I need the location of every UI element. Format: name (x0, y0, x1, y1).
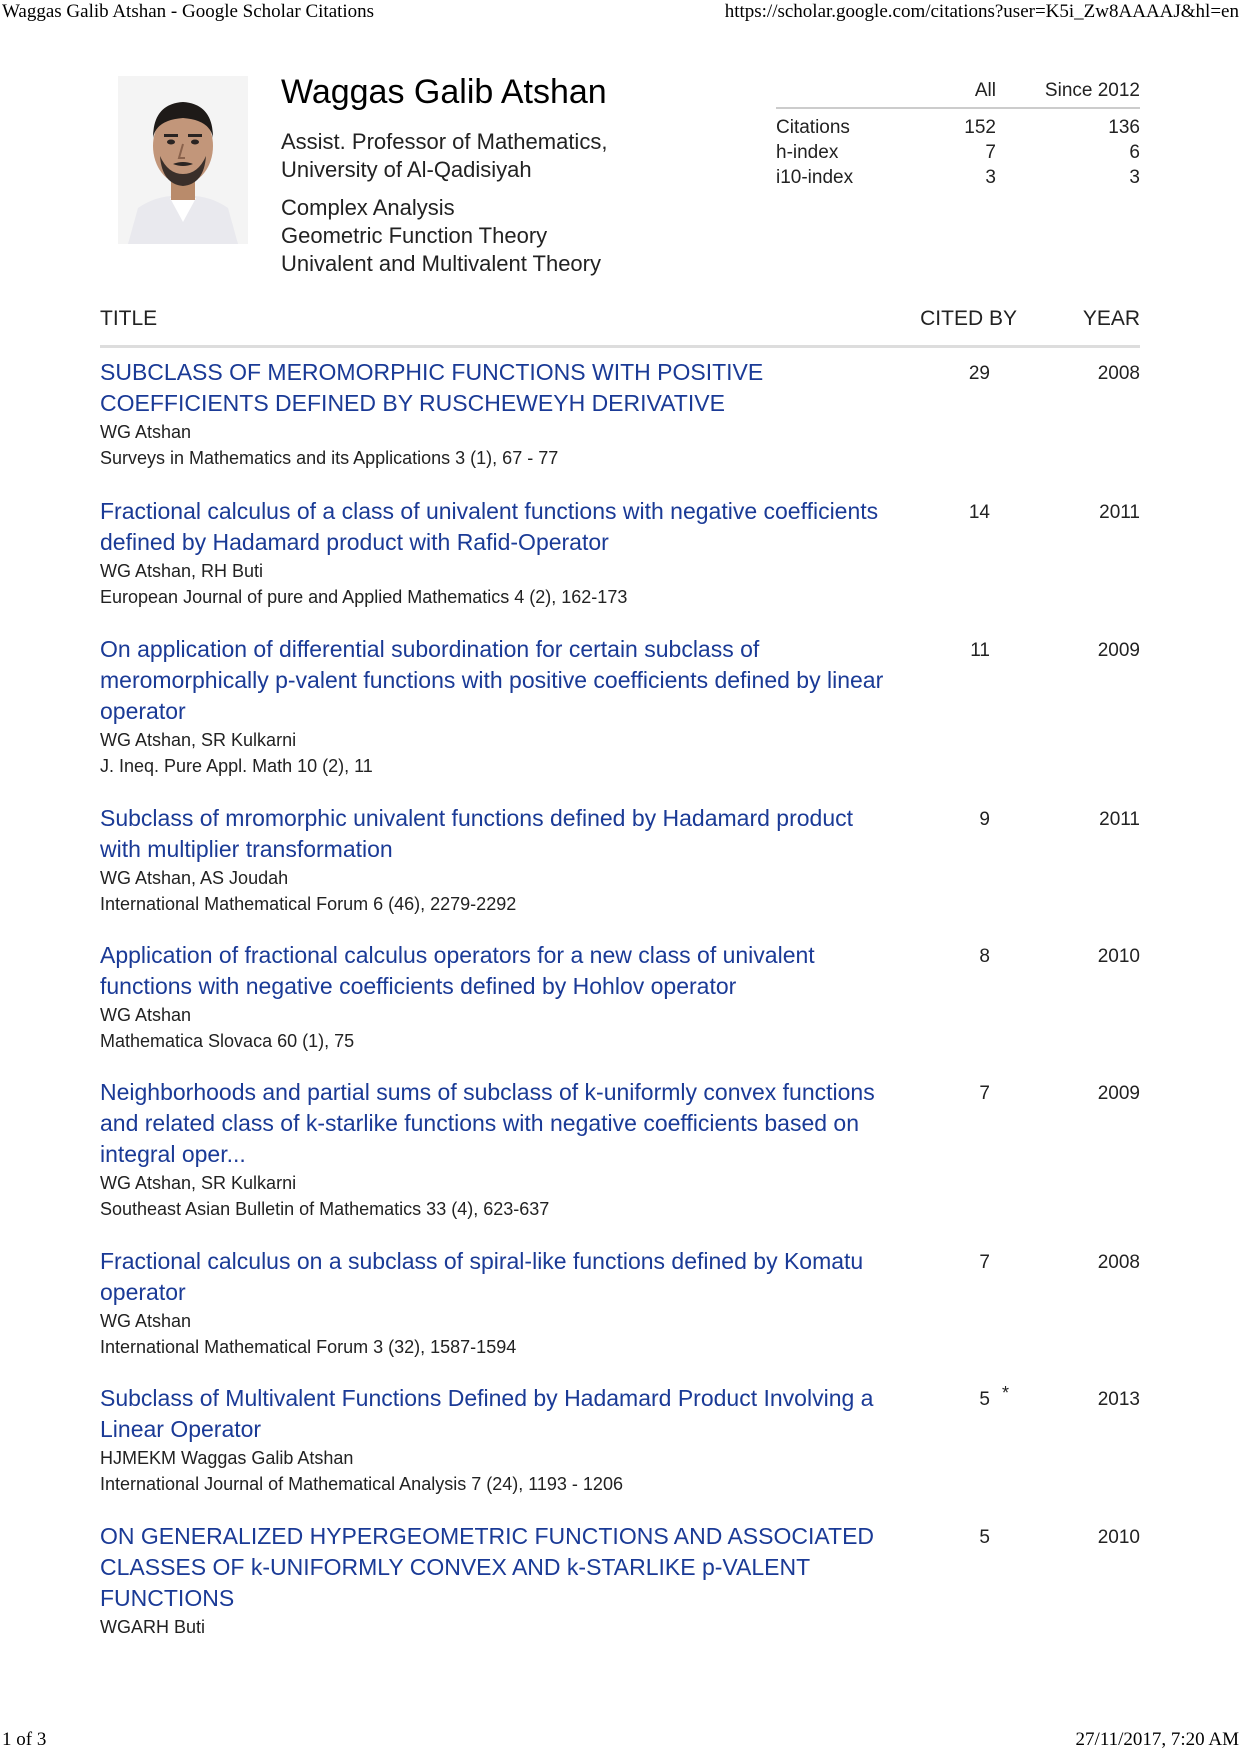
article-venue: European Journal of pure and Applied Mathematics 4 (2), 162-173 (100, 587, 628, 607)
metrics-table (776, 80, 1140, 190)
merged-citations-star[interactable]: * (1001, 1383, 1009, 1403)
article-authors: HJMEKM Waggas Galib Atshan (100, 1448, 354, 1468)
article-title-link[interactable]: Application of fractional calculus operators for a new class of univalent functions with negative coefficients defined by Hohlov operator (100, 942, 815, 999)
article-venue: International Mathematical Forum 6 (46), 2279-2292 (100, 894, 517, 914)
article-row (100, 1068, 1140, 1237)
cited-by-count[interactable]: 29 (968, 363, 990, 384)
article-authors: WG Atshan, AS Joudah (100, 868, 289, 888)
article-row (100, 1512, 1140, 1651)
metric-since: 136 (1108, 117, 1140, 138)
profile-info (281, 72, 761, 278)
metrics-corner (776, 80, 896, 108)
articles-header (100, 303, 1140, 348)
article-authors: WG Atshan, RH Buti (100, 561, 264, 581)
article-year: 2010 (1097, 946, 1140, 967)
article-title-link[interactable]: Neighborhoods and partial sums of subclass of k-uniformly convex functions and related class of k-starlike functions with negative coefficients based on integral oper... (100, 1079, 875, 1167)
article-title-link[interactable]: ON GENERALIZED HYPERGEOMETRIC FUNCTIONS AND ASSOCIATED CLASSES OF k-UNIFORMLY CONVEX AND k-STARLIKE p-VALENT FUNCTIONS (100, 1523, 875, 1611)
cited-by-count[interactable]: 7 (979, 1252, 990, 1273)
article-venue: Southeast Asian Bulletin of Mathematics 33 (4), 623-637 (100, 1199, 550, 1219)
cited-by-count[interactable]: 8 (979, 946, 990, 967)
profile-affiliation: Assist. Professor of Mathematics, University of Al-Qadisiyah (281, 129, 608, 182)
column-header-title[interactable]: TITLE (100, 307, 158, 330)
profile-section (100, 72, 1140, 282)
article-row (100, 1374, 1140, 1512)
metrics-col-all: All (896, 80, 996, 108)
metrics-row-citations (776, 108, 1140, 140)
article-venue: Surveys in Mathematics and its Applications 3 (1), 67 - 77 (100, 448, 559, 468)
metric-all: 7 (985, 142, 996, 163)
article-venue: J. Ineq. Pure Appl. Math 10 (2), 11 (100, 756, 373, 776)
article-row (100, 625, 1140, 794)
article-year: 2008 (1097, 363, 1140, 384)
cited-by-count[interactable]: 5 (979, 1527, 990, 1548)
article-year: 2009 (1097, 640, 1140, 661)
article-title-link[interactable]: Subclass of Multivalent Functions Defined by Hadamard Product Involving a Linear Operator (100, 1385, 874, 1442)
article-row (100, 1237, 1140, 1374)
interest-item[interactable]: Univalent and Multivalent Theory (281, 251, 601, 276)
article-row (100, 487, 1140, 625)
profile-photo-icon (118, 76, 248, 244)
print-page-number: 1 of 3 (2, 1729, 47, 1750)
article-authors: WG Atshan (100, 422, 192, 442)
article-row (100, 931, 1140, 1068)
article-year: 2013 (1097, 1389, 1140, 1410)
article-authors: WG Atshan (100, 1311, 192, 1331)
cited-by-count[interactable]: 11 (970, 640, 990, 661)
profile-name: Waggas Galib Atshan (281, 73, 607, 111)
article-title-link[interactable]: On application of differential subordination for certain subclass of meromorphically p-valent functions with positive coefficients defined by linear operator (100, 636, 884, 724)
article-year: 2009 (1097, 1083, 1140, 1104)
avatar (118, 76, 248, 244)
cited-by-count[interactable]: 9 (979, 809, 990, 830)
article-venue: International Journal of Mathematical Analysis 7 (24), 1193 - 1206 (100, 1474, 623, 1494)
research-interests (281, 194, 761, 278)
column-header-cited-by[interactable]: CITED BY (920, 307, 1017, 330)
citation-metrics (776, 80, 1140, 190)
print-header (0, 0, 1241, 26)
article-venue: Mathematica Slovaca 60 (1), 75 (100, 1031, 355, 1051)
print-timestamp: 27/11/2017, 7:20 AM (1075, 1729, 1239, 1750)
article-title-link[interactable]: Fractional calculus on a subclass of spiral-like functions defined by Komatu operator (100, 1248, 864, 1305)
article-year: 2011 (1099, 809, 1140, 830)
article-year: 2010 (1097, 1527, 1140, 1548)
article-year: 2011 (1099, 502, 1140, 523)
articles-table (100, 303, 1140, 1651)
print-url: https://scholar.google.com/citations?user=K5i_Zw8AAAAJ&hl=en (724, 1, 1239, 22)
interest-item[interactable]: Complex Analysis (281, 195, 455, 220)
column-header-year[interactable]: YEAR (1082, 307, 1140, 330)
article-year: 2008 (1097, 1252, 1140, 1273)
article-title-link[interactable]: Fractional calculus of a class of univalent functions with negative coefficients defined by Hadamard product with Rafid-Operator (100, 498, 879, 555)
article-row (100, 794, 1140, 931)
metrics-col-since: Since 2012 (996, 80, 1140, 108)
metric-since: 3 (1129, 167, 1140, 188)
article-venue: International Mathematical Forum 3 (32), 1587-1594 (100, 1337, 517, 1357)
metric-label[interactable]: Citations (776, 117, 850, 138)
print-footer (0, 1725, 1241, 1755)
interest-item[interactable]: Geometric Function Theory (281, 223, 548, 248)
article-authors: WG Atshan, SR Kulkarni (100, 1173, 297, 1193)
article-authors: WGARH Buti (100, 1617, 206, 1637)
cited-by-count[interactable]: 7 (979, 1083, 990, 1104)
cited-by-count[interactable]: 14 (968, 502, 990, 523)
metric-all: 3 (985, 167, 996, 188)
metric-all: 152 (964, 117, 996, 138)
article-row (100, 348, 1140, 487)
metric-label[interactable]: i10-index (776, 167, 854, 188)
metrics-row-h-index (776, 140, 1140, 165)
metric-label[interactable]: h-index (776, 142, 839, 163)
metrics-row-i10-index (776, 165, 1140, 190)
article-title-link[interactable]: Subclass of mromorphic univalent functions defined by Hadamard product with multiplier transformation (100, 805, 854, 862)
print-page-title: Waggas Galib Atshan - Google Scholar Citations (2, 1, 375, 22)
metric-since: 6 (1129, 142, 1140, 163)
article-title-link[interactable]: SUBCLASS OF MEROMORPHIC FUNCTIONS WITH POSITIVE COEFFICIENTS DEFINED BY RUSCHEWEYH DERIVATIVE (100, 359, 764, 416)
article-authors: WG Atshan (100, 1005, 192, 1025)
article-authors: WG Atshan, SR Kulkarni (100, 730, 297, 750)
cited-by-count[interactable]: 5 (979, 1389, 990, 1410)
